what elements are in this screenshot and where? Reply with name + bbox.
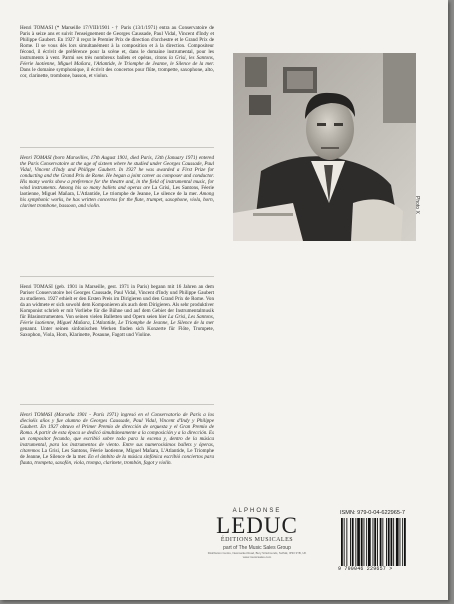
barcode <box>339 518 425 566</box>
publisher-group: part of The Music Sales Group <box>223 545 291 551</box>
barcode-bar <box>388 518 390 566</box>
publisher-website: www.musicsales.com <box>242 555 272 559</box>
barcode-bar <box>346 518 347 566</box>
bio-german <box>20 284 214 338</box>
barcode-bar <box>368 518 371 566</box>
bio-name: Henri TOMASI <box>20 25 54 31</box>
bio-english <box>20 155 214 209</box>
barcode-bar <box>380 518 382 566</box>
barcode-bar <box>386 518 387 566</box>
barcode-bar <box>404 518 406 566</box>
barcode-bar <box>391 518 393 566</box>
bio-german-works: La Grisi, Les Santons, Féerie laotienne, Miguel Mañara, L'Atlantide, Le Triomphe de Jeanne, Le Silence de la mer <box>20 314 214 327</box>
barcode-bar <box>366 518 367 566</box>
bio-french-works: la Grisi, les Santons, Féerie laotienne, Miguel Mañara, l'Atlantide, le Triomphe de Jeanne, le Silence de la mer. <box>20 55 214 68</box>
bio-spanish-body: Henri TOMASI (Marsella 1901 - París 1971) ingresó en el Conservatorio de París a los dieciséis años y fue alumno de Georges Caussade, Paul Vidal, Vincent d'Indy y Philippe Gaubert. En 1927 obtuvo el Primer Premio de dirección de orquesta y el Gran Premio de Roma. A partir de esta época se dedicó simultáneamente a la composición y a la dirección. Es un compositor fecundo, que escribió sobre todo para la escena y, dentro de la música instrumental, para los instrumentos de viento. Entre sus numerosísimos ballets y óperas, citaremos <box>20 412 214 455</box>
bio-name: Henri TOMASI <box>20 284 53 290</box>
composer-photo <box>233 53 416 241</box>
publisher-logo: LEDUC <box>216 513 298 538</box>
barcode-bar <box>350 518 351 566</box>
section-divider <box>20 147 214 148</box>
bio-german-body: (geb. 1901 in Marseille, gest. 1971 in Paris) begann mit 16 Jahren an dem Pariser Conservatoire bei Georges Caussade, Paul Vidal, Vincent d'Indy und Philippe Gaubert zu studieren. 1927 erhielt er den Ersten Preis im Dirigieren und den Grand Prix de Rome. Von da an widmete er sich sowohl dem Komponieren als auch dem Dirigieren. Als sehr produktiver Komponist schrieb er mit Vorliebe für die Bühne und auf dem Gebiet der Instrumentalmusik für Blasinstrumenten. Von seinen vielen Balletten und Opern seien hier <box>20 284 214 321</box>
bio-spanish-works: La Grisi, Les Santons, Féerie laotienne, Miguel Mañara, L'Atlantide, Le Triomphe de Jeanne, Le Silence de la mer. <box>20 448 214 461</box>
bio-french-tail: Dans le domaine symphonique, il écrivit des concertos pour flûte, trompette, saxophone, alto, cor, clarinette, trombone, basson, et violon. <box>20 67 214 80</box>
barcode-bar <box>352 518 354 566</box>
bio-spanish <box>20 412 214 466</box>
section-divider <box>20 276 214 277</box>
bio-english-works: La Grisi, Les Santons, Féerie laotienne, Miguel Mañara, L'Atlantide, Le triomphe de Jeanne, Le silence de la mer. <box>20 185 214 198</box>
bio-french <box>20 25 214 79</box>
bio-spanish-tail: En el ámbito de la música sinfónica escribió conciertos para flauta, trompeta, saxofón, viola, trompa, clarinete, trombón, fagot y violín. <box>20 454 214 467</box>
barcode-bar <box>364 518 365 566</box>
barcode-bar <box>361 518 363 566</box>
barcode-bar <box>402 518 403 566</box>
bio-french-body: entra au Conservatoire de Paris à seize ans et suivit l'enseignement de Georges Caussade, Paul Vidal, Vincent d'Indy et Philippe Gaubert. En 1927 il reçut le Premier Prix de direction d'orchestre et le Grand Prix de Rome. Il se vous dès lors simultanément à la composition et à la direction. Compositeur fécond, il écrivit de préférence pour la scène et, dans le domaine instrumental, pour les instruments à vent. Parmi ses très nombreux ballets et opéras, citons <box>20 25 214 62</box>
bio-english-body: Henri TOMASI (born Marseilles, 17th August 1901, died Paris, 13th (January 1971) entered the Paris Conservatoire at the age of sixteen where he studied under Georges Caussade, Paul Vidal, Vincent d'Indy and Philippe Gaubert. In 1927 he was awarded a First Prize for conducting and the Grand Prix de Rome. He began a joint career as composer and conductor. His many works show a preference for the theatre and, in the field of instrumental music, for wind instruments. Among his so many ballets and operas are <box>20 155 214 192</box>
bio-dates: (* Marseille 17/VIII/1901 - † Paris (13/1/1971) <box>53 25 160 31</box>
barcode-bar <box>382 518 383 566</box>
barcode-number: 9 790046 229657 > <box>338 566 393 572</box>
barcode-bar <box>393 518 394 566</box>
barcode-bar <box>357 518 360 566</box>
ismn-code: ISMN: 979-0-04-622965-7 <box>340 510 405 516</box>
publisher-address: Distribution Centre, Newmarket Road, Bury St Edmunds, Suffolk, IP33 3YB, UK <box>207 551 307 555</box>
photo-credit: Photo X <box>414 196 420 214</box>
barcode-bar <box>373 518 374 566</box>
barcode-bar <box>396 518 399 566</box>
barcode-bar <box>355 518 356 566</box>
barcode-bar <box>377 518 378 566</box>
bio-english-tail: Among his symphonic works, he has written concertos for the flute, trumpet, saxophone, viola, horn, clarinet trombone, bassoon, and violin. <box>20 191 214 210</box>
section-divider <box>20 404 214 405</box>
publisher-logo-top: ALPHONSE <box>232 508 282 514</box>
barcode-bar <box>344 518 345 566</box>
barcode-bar <box>341 518 343 566</box>
bio-german-tail: genannt. Unter seinen sinfonischen Werken finden sich Konzerte für Flöte, Trompete, Saxophon, Viola, Horn, Klarinette, Posaune, Fagott und Violine. <box>20 326 214 339</box>
barcode-bar <box>400 518 401 566</box>
publisher-logo-subtitle: ÉDITIONS MUSICALES <box>220 537 294 543</box>
barcode-bar <box>374 518 376 566</box>
